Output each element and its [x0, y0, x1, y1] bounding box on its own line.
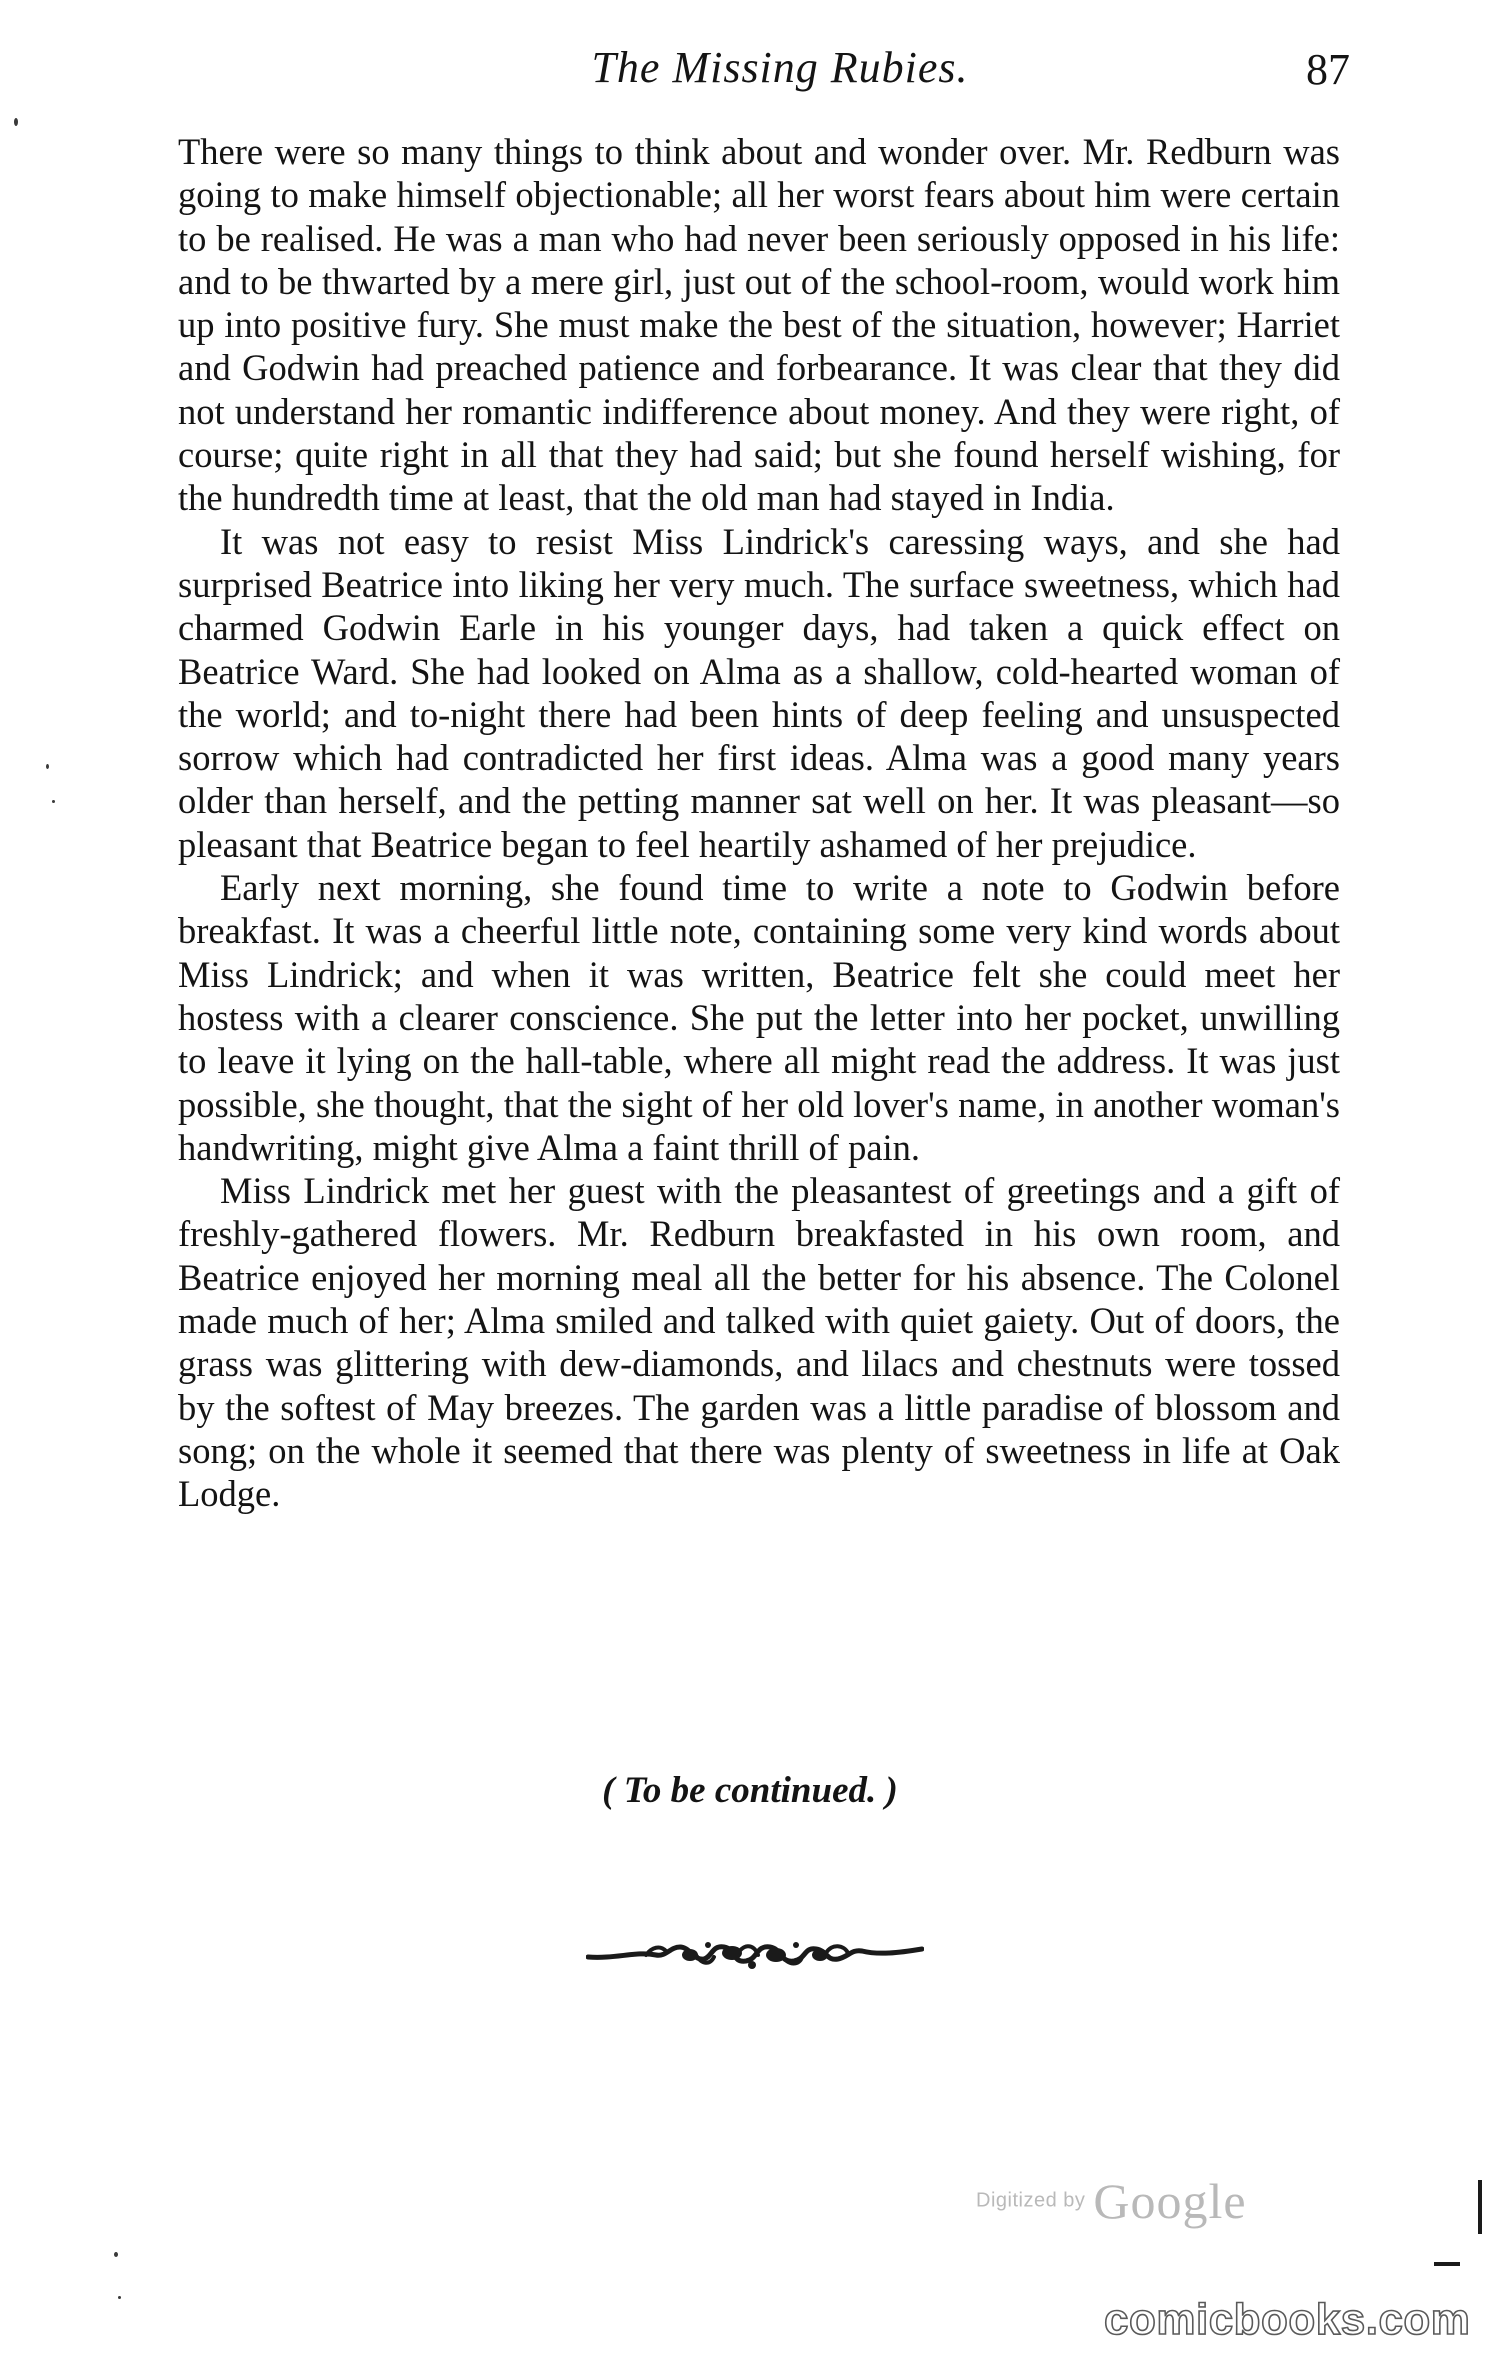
paragraph-3: Early next morning, she found time to write a note to Godwin before breakfast. It was a cheerful little note, containing some very kind words about Miss Lindrick; and when it was written, Beatrice felt she could meet her hostess with a clearer conscience. She put the letter into her pocket, unwilling to leave it lying on the hall-table, where all might read the address. It was just possible, she thought, that the sight of her old lover's name, in another woman's handwriting, might give Alma a faint thrill of pain. — [178, 867, 1340, 1168]
digitized-by-watermark — [976, 2172, 1296, 2232]
scan-speck — [114, 2252, 118, 2257]
scan-speck — [14, 118, 18, 126]
site-watermark: comicbooks.com — [1104, 2295, 1471, 2344]
page-number: 87 — [1306, 45, 1350, 94]
paragraph-2: It was not easy to resist Miss Lindrick's caressing ways, and she had surprised Beatrice into liking her very much. The surface sweetness, which had charmed Godwin Earle in his younger days, had taken a quick effect on Beatrice Ward. She had looked on Alma as a shallow, cold-hearted woman of the world; and to-night there had been hints of deep feeling and unsuspected sorrow which had contradicted her first ideas. Alma was a good many years older than herself, and the petting manner sat well on her. It was pleasant—so pleasant that Beatrice began to feel heartily ashamed of her prejudice. — [178, 520, 1340, 865]
scan-edge-mark — [1434, 2262, 1460, 2266]
scan-speck — [52, 800, 55, 803]
scan-speck — [46, 764, 49, 769]
running-title: The Missing Rubies. — [591, 43, 969, 92]
scan-edge-mark — [1478, 2180, 1482, 2234]
to-be-continued-note: ( To be continued. ) — [602, 1770, 898, 1811]
paragraph-1: There were so many things to think about and wonder over. Mr. Redburn was going to make himself objectionable; all her worst fears about him were certain to be realised. He was a man who had never been seriously opposed in his life: and to be thwarted by a mere girl, just out of the school-room, would work him up into positive fury. She must make the best of the situation, however; Harriet and Godwin had preached patience and forbearance. It was clear that they did not understand her romantic indifference about money. And they were right, of course; quite right in all that they had said; but she found herself wishing, for the hundredth time at least, that the old man had stayed in India. — [178, 131, 1340, 519]
paragraph-4: Miss Lindrick met her guest with the pleasantest of greetings and a gift of freshly-gathered flowers. Mr. Redburn breakfasted in his own room, and Beatrice enjoyed her morning meal all the better for his absence. The Colonel made much of her; Alma smiled and talked with quiet gaiety. Out of doors, the grass was glittering with dew-diamonds, and lilacs and chestnuts were tossed by the softest of May breezes. The garden was a little paradise of blossom and song; on the whole it seemed that there was plenty of sweetness in life at Oak Lodge. — [178, 1170, 1340, 1515]
google-wordmark: Google — [1093, 2173, 1247, 2229]
digitized-prefix: Digitized by — [976, 2189, 1086, 2212]
scan-speck — [118, 2296, 121, 2299]
decorative-scroll-ornament-icon — [586, 1935, 924, 1975]
body-text — [178, 130, 1340, 1516]
